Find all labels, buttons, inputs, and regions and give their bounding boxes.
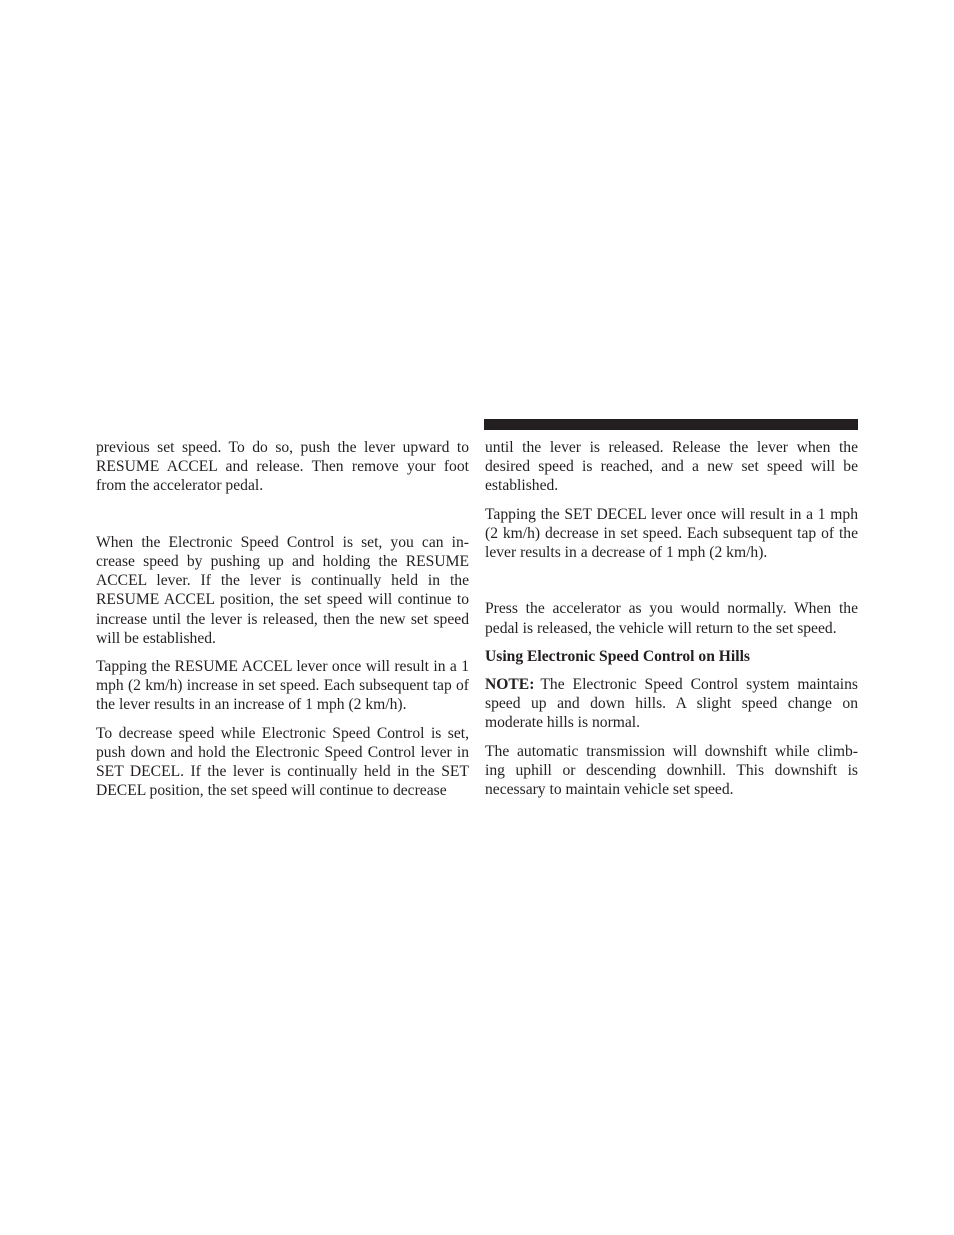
paragraph-tap-resume-accel: Tapping the RESUME ACCEL lever once will result in a 1 mph (2 km/h) increase in set speed. Each subsequent tap of the lever results in an increase of 1 mph (2 km/h). <box>96 658 469 714</box>
paragraph-tap-set-decel: Tapping the SET DECEL lever once will result in a 1 mph (2 km/h) decrease in set speed. Each subsequent tap of the lever results in a decrease of 1 mph (2 km/h). <box>485 505 858 562</box>
note-label: NOTE: <box>485 676 535 694</box>
note-paragraph <box>485 675 858 733</box>
paragraph-resume-continued: previous set speed. To do so, push the lever upward to RESUME ACCEL and release. Then remove your foot from the accelerator pedal. <box>96 439 469 495</box>
note-text: The Electronic Speed Control system maintains speed up and down hills. A slight speed change on moderate hills is normal. <box>485 676 858 732</box>
left-column <box>96 438 469 809</box>
paragraph-downshift: The automatic transmission will downshift while climb- ing uphill or descending downhill. This downshift is necessary to maintain vehicle set speed. <box>485 742 858 799</box>
paragraph-decel-continued: until the lever is released. Release the lever when the desired speed is reached, and a new set speed will be established. <box>485 439 858 495</box>
section-heading-hills: Using Electronic Speed Control on Hills <box>485 647 750 665</box>
paragraph-accelerator-override: Press the accelerator as you would normally. When the pedal is released, the vehicle will return to the set speed. <box>485 600 858 637</box>
paragraph-decrease-speed: To decrease speed while Electronic Speed Control is set, push down and hold the Electronic Speed Control lever in SET DECEL. If the lever is continually held in the SET DECEL position, the set speed will continue to decrease <box>96 724 469 800</box>
section-header-bar <box>484 419 858 430</box>
right-column <box>485 438 858 808</box>
paragraph-increase-speed: When the Electronic Speed Control is set, you can in- crease speed by pushing up and holding the RESUME ACCEL lever. If the lever is continually held in the RESUME ACCEL position, the set speed will continue to increase until the lever is released, then the new set speed will be established. <box>96 533 469 647</box>
blank-heading-space <box>485 571 858 590</box>
blank-heading-space <box>96 505 469 524</box>
